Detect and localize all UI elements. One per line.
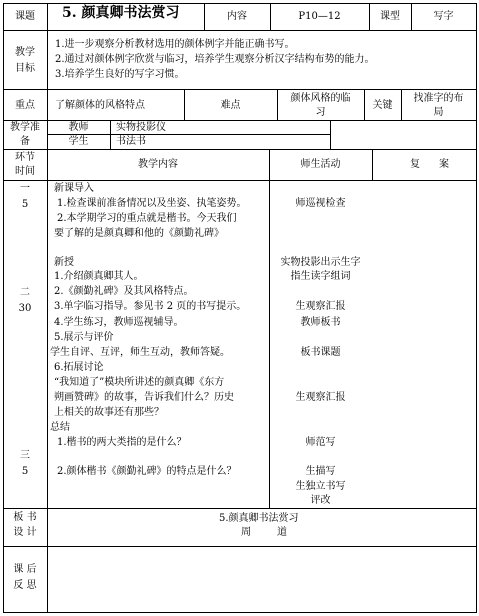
row-divider [3,180,476,181]
goals-label: 教学 [15,47,35,58]
col-divider [47,3,48,30]
lesson-title: 5. 颜真卿书法赏习 [62,5,180,21]
content-line: 要了解的是颜真卿和他的《颜勤礼碑》 [54,228,224,239]
activity-line: 评改 [310,495,331,506]
content-label: 内容 [227,11,247,22]
activity-line: 生独立书写 [295,481,346,492]
col-divider [47,149,48,508]
review-header: 复 [410,159,420,170]
content-line: 学生自评、互评，师生互动，教师答疑。 [50,347,230,358]
board-title: 5.颜真卿书法赏习 [219,513,299,524]
prep-label: 备 [20,136,30,147]
content-line: “我知道了”模块所讲述的颜真卿《东方 [54,377,225,388]
content-line: 新授 [54,257,74,268]
stage-header: 环节 [15,152,35,163]
content-line: 2.本学期学习的重点就是楷书。今天我们 [57,213,237,224]
content-line: 上相关的故事还有那些？ [54,407,164,418]
crux-value: 找准字的布 [413,93,464,104]
activity-header: 师生活动 [300,159,341,170]
difficult-label: 难点 [220,100,241,111]
activity-line: 教师板书 [300,317,341,328]
goals-label: 目标 [15,63,35,74]
prep-teacher-label: 教师 [68,122,89,133]
goal-item: 1.进一步观察分析教材选用的颜体例字并能正确书写。 [55,39,295,50]
activity-line: 生观察汇报 [295,392,346,403]
activity-line: 师巡视检查 [295,198,346,209]
row-divider [3,89,476,90]
time-mark: 5 [21,466,29,477]
crux-label: 关键 [372,100,393,111]
content-line: 2.颜体楷书《颜勤礼碑》的特点是什么？ [57,466,237,477]
content-line: 朔画赞碑》的故事，告诉我们什么？历史 [54,392,234,403]
content-line: 6.拓展讨论 [54,362,104,373]
content-line: 1.介绍颜真卿其人。 [54,271,144,282]
table-border-top [3,3,476,4]
activity-line: 生描写 [305,466,336,477]
crux-value: 局 [433,107,444,118]
goal-item: 3.培养学生良好的写字习惯。 [55,69,185,80]
col-divider [372,149,373,180]
content-header: 教学内容 [138,159,178,170]
board-label: 设 计 [13,527,37,538]
col-divider [330,120,331,149]
activity-line: 师范写 [305,437,336,448]
content-line: 1.检查课前准备情况以及坐姿、执笔姿势。 [57,198,247,209]
table-border-right [476,3,477,613]
activity-line: 生观察汇报 [295,301,346,312]
key-value: 了解颜体的风格特点 [55,100,145,111]
reflection-area [48,547,476,612]
row-divider [3,508,476,509]
content-line: 5.展示与评价 [54,332,114,343]
time-mark: 一 [20,183,30,194]
content-line: 新课导入 [54,183,94,194]
difficult-value: 习 [315,107,326,118]
prep-teacher-value: 实物投影仪 [116,122,166,133]
activity-line: 板书课题 [300,347,341,358]
time-header: 时间 [15,166,35,177]
row-divider [3,30,476,31]
time-mark: 二 [20,287,30,298]
board-label: 板 书 [13,512,37,523]
col-divider [47,30,48,89]
content-line: 3.单字临习指导。参见书 2 页的书写提示。 [54,301,247,312]
type-label: 课型 [380,11,400,22]
table-border-bottom [3,612,476,613]
key-label: 重点 [15,100,35,111]
type-value: 写字 [433,11,454,22]
content-line: 总结 [50,422,70,433]
goal-item: 2.通过对颜体例字欣赏与临习，培养学生观察分析汉字结构布势的能力。 [55,54,375,65]
prep-label: 教学准 [10,122,40,133]
review-header: 案 [439,159,449,170]
reflection-label: 课 后 [13,564,37,575]
time-mark: 5 [21,199,29,210]
content-line: 4.学生练习，教师巡视辅导。 [54,317,184,328]
prep-student-value: 书法书 [116,136,146,147]
difficult-value: 颜体风格的临 [290,93,351,104]
prep-student-label: 学生 [68,136,89,147]
board-word: 周 [241,527,251,538]
content-line: 1.楷书的两大类指的是什么？ [57,437,187,448]
reflection-label: 反 思 [13,580,37,591]
content-value: P10—12 [298,11,341,22]
col-divider [110,120,111,149]
activity-line: 实物投影出示生字 [280,257,361,268]
time-mark: 三 [20,450,30,461]
time-mark: 30 [18,303,32,314]
col-divider [47,89,48,120]
row-divider [3,149,476,150]
content-line: 2.《颜勤礼碑》及其风格特点。 [54,286,194,297]
board-word: 道 [277,527,287,538]
activity-line: 指生读字组词 [290,271,351,282]
lesson-label: 课题 [15,11,35,22]
